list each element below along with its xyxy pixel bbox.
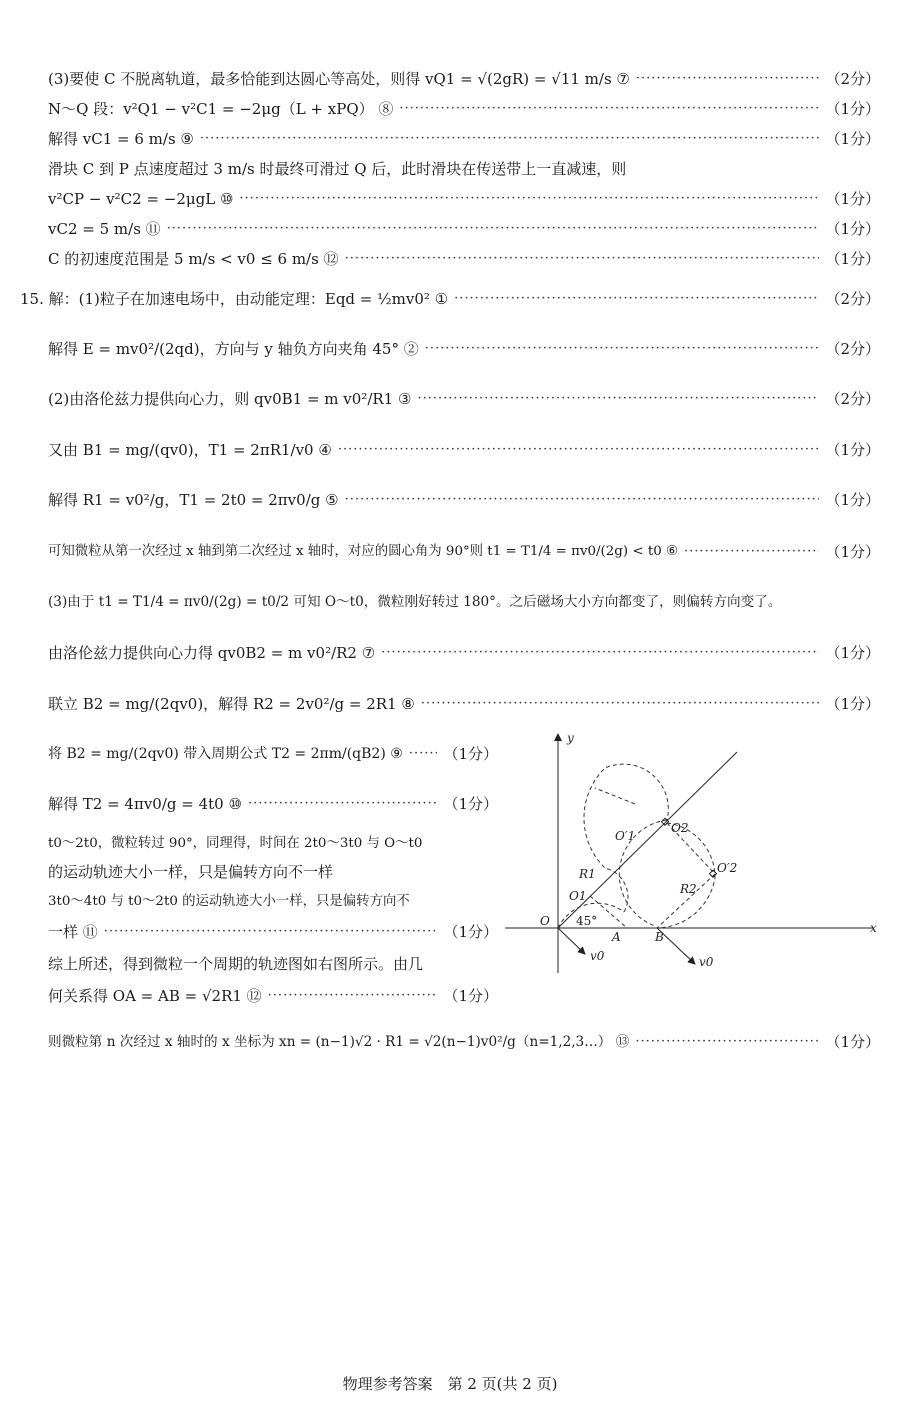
answer-line: vC2 = 5 m/s ⑪ ····· （1分） bbox=[48, 217, 880, 241]
page-footer: 物理参考答案 第 2 页(共 2 页) bbox=[342, 1375, 558, 1393]
answer-line: 可知微粒从第一次经过 x 轴到第二次经过 x 轴时，对应的圆心角为 90°则 t1 = T1/4 = πv0/(2g) < t0 ⑥ ····· （1分） bbox=[48, 540, 880, 564]
answer-text: 滑块 C 到 P 点速度超过 3 m/s 时最终可滑过 Q 后，此时滑块在传送带上一直减速，则 bbox=[48, 160, 627, 178]
answer-line: 联立 B2 = mg/(2qv0)，解得 R2 = 2v0²/g = 2R1 ⑧ ····· （1分） bbox=[48, 692, 880, 716]
radius-o1p bbox=[595, 788, 635, 804]
answer-text: 综上所述，得到微粒一个周期的轨迹图如右图所示。由几 bbox=[48, 955, 424, 973]
answer-text: (3)由于 t1 = T1/4 = πv0/(2g) = t0/2 可知 O～t0，微粒刚好转过 180°。之后磁场大小方向都变了，则偏转方向变了。 bbox=[48, 594, 782, 610]
answer-line: 解得 R1 = v0²/g，T1 = 2t0 = 2πv0/g ⑤ ····· （1分） bbox=[48, 488, 880, 512]
velocity-label-2: v0 bbox=[699, 955, 714, 969]
answer-text: 的运动轨迹大小一样，只是偏转方向不一样 bbox=[48, 863, 334, 881]
trajectory-diagram bbox=[505, 728, 880, 978]
velocity-arrow-1 bbox=[558, 928, 585, 954]
answer-line: C 的初速度范围是 5 m/s < v0 ≤ 6 m/s ⑫ ····· （1分） bbox=[48, 247, 880, 271]
answer-line: 又由 B1 = mg/(qv0)，T1 = 2πR1/v0 ④ ····· （1分） bbox=[48, 438, 880, 462]
angle-label: 45° bbox=[576, 914, 598, 928]
center-o2-label: O2 bbox=[671, 821, 689, 835]
question-15-start: 15. 解：(1)粒子在加速电场中，由动能定理：Eqd = ½mv0² ① ····· （2分） bbox=[20, 287, 880, 311]
origin-label: O bbox=[540, 914, 550, 928]
answer-line: 何关系得 OA = AB = √2R1 ⑫ ····· （1分） bbox=[48, 984, 498, 1008]
center-o1-label: O1 bbox=[569, 889, 587, 903]
answer-text: t0～2t0，微粒转过 90°，同理得，时间在 2t0～3t0 与 O～t0 bbox=[48, 836, 423, 851]
answer-line: (3)要使 C 不脱离轨道，最多恰能到达圆心等高处，则得 vQ1 = √(2gR) = √11 m/s ⑦ ····· （2分） bbox=[48, 67, 880, 91]
velocity-label-1: v0 bbox=[590, 949, 605, 963]
answer-line: 将 B2 = mg/(2qv0) 带入周期公式 T2 = 2πm/(qB2) ⑨ ····· （1分） bbox=[48, 742, 498, 766]
answer-line: 一样 ⑪ ····· （1分） bbox=[48, 920, 498, 944]
answer-line: 由洛伦兹力提供向心力得 qv0B2 = m v0²/R2 ⑦ ····· （1分） bbox=[48, 641, 880, 665]
center-o1-prime-label: O′1 bbox=[615, 829, 636, 843]
answer-line: 解得 vC1 = 6 m/s ⑨ ····· （1分） bbox=[48, 127, 880, 151]
center-o2-prime-label: O′2 bbox=[717, 861, 738, 875]
answer-line: 解得 T2 = 4πv0/g = 4t0 ⑩ ····· （1分） bbox=[48, 792, 498, 816]
answer-text: 3t0～4t0 与 t0～2t0 的运动轨迹大小一样，只是偏转方向不 bbox=[48, 894, 410, 909]
answer-line: 解得 E = mv0²/(2qd)，方向与 y 轴负方向夹角 45° ② ····· （2分） bbox=[48, 337, 880, 361]
answer-line: N～Q 段：v²Q1 − v²C1 = −2μg（L + xPQ） ⑧ ····· （1分） bbox=[48, 97, 880, 121]
y-axis-label: y bbox=[567, 731, 574, 745]
answer-line: 则微粒第 n 次经过 x 轴时的 x 坐标为 xn = (n−1)√2 · R1 = √2(n−1)v0²/g（n=1,2,3…） ⑬ ····· （1分） bbox=[48, 1030, 880, 1054]
answer-line: (2)由洛伦兹力提供向心力，则 qv0B1 = m v0²/R1 ③ ····· （2分） bbox=[48, 387, 880, 411]
answer-line: v²CP − v²C2 = −2μgL ⑩ ····· （1分） bbox=[48, 187, 880, 211]
point-b-label: B bbox=[655, 930, 664, 944]
radius-r2-label: R2 bbox=[680, 882, 697, 896]
point-a-label: A bbox=[612, 930, 621, 944]
x-axis-label: x bbox=[870, 921, 877, 935]
trajectory-arc-4 bbox=[657, 823, 715, 928]
radius-r1-label: R1 bbox=[579, 867, 596, 881]
